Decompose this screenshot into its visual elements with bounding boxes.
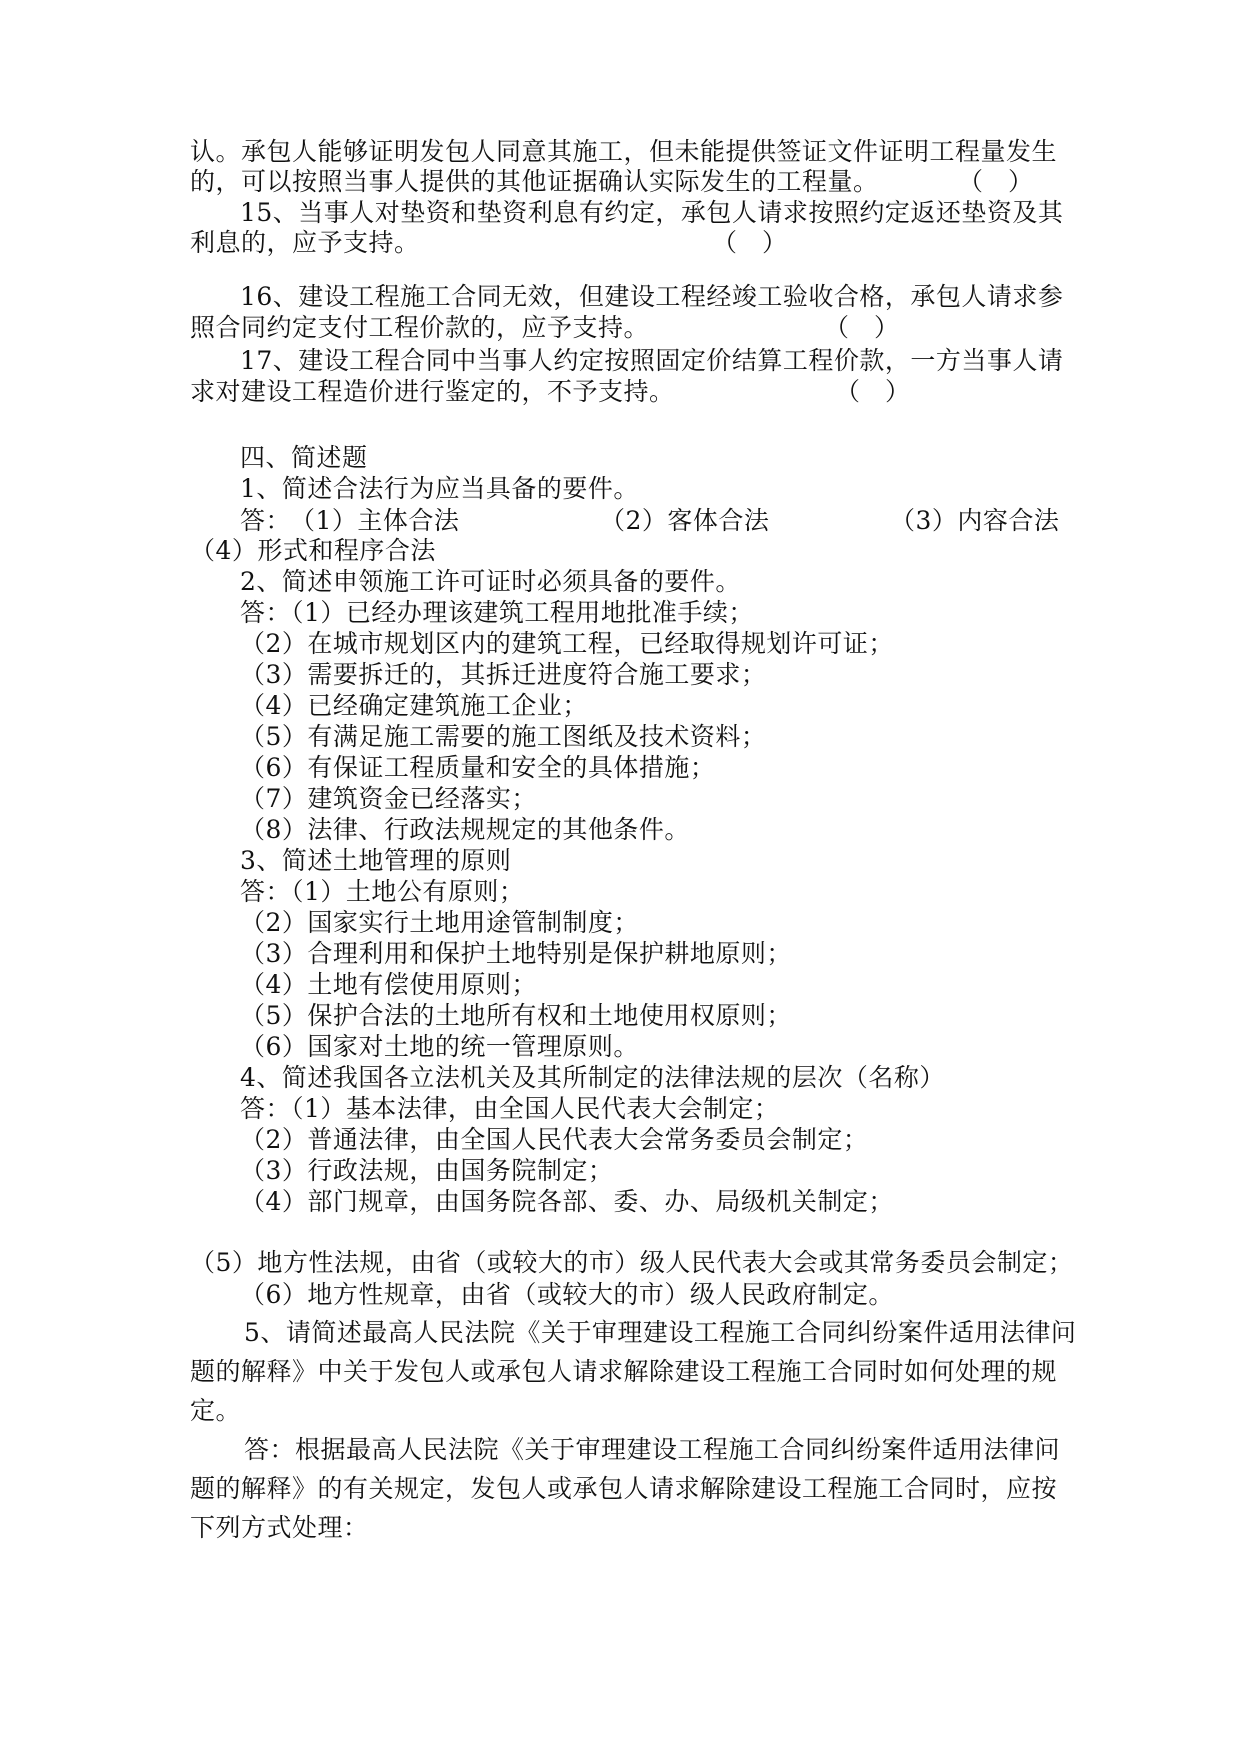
q1-answer-item-3: （3）内容合法 <box>890 506 1060 535</box>
item16-answer-blank: （ ） <box>824 313 900 342</box>
q1-answer-item-2: （2）客体合法 <box>600 506 770 535</box>
item16-line2: 照合同约定支付工程价款的，应予支持。 <box>190 313 650 342</box>
item14-line2: 的，可以按照当事人提供的其他证据确认实际发生的工程量。 <box>190 167 879 196</box>
section-heading: 四、简述题 <box>240 443 368 472</box>
q2-answer-item-3: （3）需要拆迁的，其拆迁进度符合施工要求； <box>240 660 767 689</box>
item17-answer-blank: （ ） <box>835 377 911 406</box>
q5-question-line1: 5、请简述最高人民法院《关于审理建设工程施工合同纠纷案件适用法律问 <box>244 1318 1077 1347</box>
q5-answer-line2: 题的解释》的有关规定，发包人或承包人请求解除建设工程施工合同时，应按 <box>190 1474 1058 1503</box>
q3-answer-item-5: （5）保护合法的土地所有权和土地使用权原则； <box>240 1001 792 1030</box>
q3-answer-item-4: （4）土地有偿使用原则； <box>240 970 537 999</box>
q1-question: 1、简述合法行为应当具备的要件。 <box>240 474 639 503</box>
q2-question: 2、简述申领施工许可证时必须具备的要件。 <box>240 567 741 596</box>
item17-line2: 求对建设工程造价进行鉴定的，不予支持。 <box>190 377 675 406</box>
q3-answer-item-6: （6）国家对土地的统一管理原则。 <box>240 1032 639 1061</box>
q4-answer-item-3: （3）行政法规，由国务院制定； <box>240 1156 614 1185</box>
q4-answer-item-1: 答：（1）基本法律，由全国人民代表大会制定； <box>240 1094 780 1123</box>
q5-question-line3: 定。 <box>190 1396 242 1425</box>
q4-question: 4、简述我国各立法机关及其所制定的法律法规的层次（名称） <box>240 1063 945 1092</box>
q5-answer-line1: 答：根据最高人民法院《关于审理建设工程施工合同纠纷案件适用法律问 <box>244 1435 1061 1464</box>
q1-answer-item-1: （1）主体合法 <box>290 506 460 535</box>
q2-answer-item-7: （7）建筑资金已经落实； <box>240 784 537 813</box>
q2-answer-item-5: （5）有满足施工需要的施工图纸及技术资料； <box>240 722 767 751</box>
q5-question-line2: 题的解释》中关于发包人或承包人请求解除建设工程施工合同时如何处理的规 <box>190 1357 1058 1386</box>
q2-answer-item-6: （6）有保证工程质量和安全的具体措施； <box>240 753 716 782</box>
item14-line1: 认。承包人能够证明发包人同意其施工，但未能提供签证文件证明工程量发生 <box>190 137 1058 166</box>
q4-answer-item-2: （2）普通法律，由全国人民代表大会常务委员会制定； <box>240 1125 869 1154</box>
q1-answer-item-4: （4）形式和程序合法 <box>190 536 436 565</box>
q4-answer-item-4: （4）部门规章，由国务院各部、委、办、局级机关制定； <box>240 1187 894 1216</box>
item15-line2: 利息的，应予支持。 <box>190 228 420 257</box>
item15-answer-blank: （ ） <box>712 228 788 257</box>
q3-answer-item-1: 答：（1）土地公有原则； <box>240 877 525 906</box>
q3-answer-item-2: （2）国家实行土地用途管制制度； <box>240 908 639 937</box>
q3-answer-item-3: （3）合理利用和保护土地特别是保护耕地原则； <box>240 939 792 968</box>
q4-answer-item-6: （6）地方性规章，由省（或较大的市）级人民政府制定。 <box>240 1280 894 1309</box>
q4-answer-item-5: （5）地方性法规，由省（或较大的市）级人民代表大会或其常务委员会制定； <box>190 1248 1074 1277</box>
item15-line1: 15、当事人对垫资和垫资利息有约定，承包人请求按照约定返还垫资及其 <box>240 198 1064 227</box>
q2-answer-item-2: （2）在城市规划区内的建筑工程，已经取得规划许可证； <box>240 629 894 658</box>
q2-answer-item-4: （4）已经确定建筑施工企业； <box>240 691 588 720</box>
q3-question: 3、简述土地管理的原则 <box>240 846 512 875</box>
item16-line1: 16、建设工程施工合同无效，但建设工程经竣工验收合格，承包人请求参 <box>240 282 1064 311</box>
q2-answer-item-1: 答：（1）已经办理该建筑工程用地批准手续； <box>240 598 754 627</box>
q2-answer-item-8: （8）法律、行政法规规定的其他条件。 <box>240 815 690 844</box>
item14-answer-blank: （ ） <box>958 167 1034 196</box>
q5-answer-line3: 下列方式处理： <box>190 1513 369 1542</box>
item17-line1: 17、建设工程合同中当事人约定按照固定价结算工程价款，一方当事人请 <box>240 346 1064 375</box>
q1-answer-label: 答： <box>240 506 292 535</box>
